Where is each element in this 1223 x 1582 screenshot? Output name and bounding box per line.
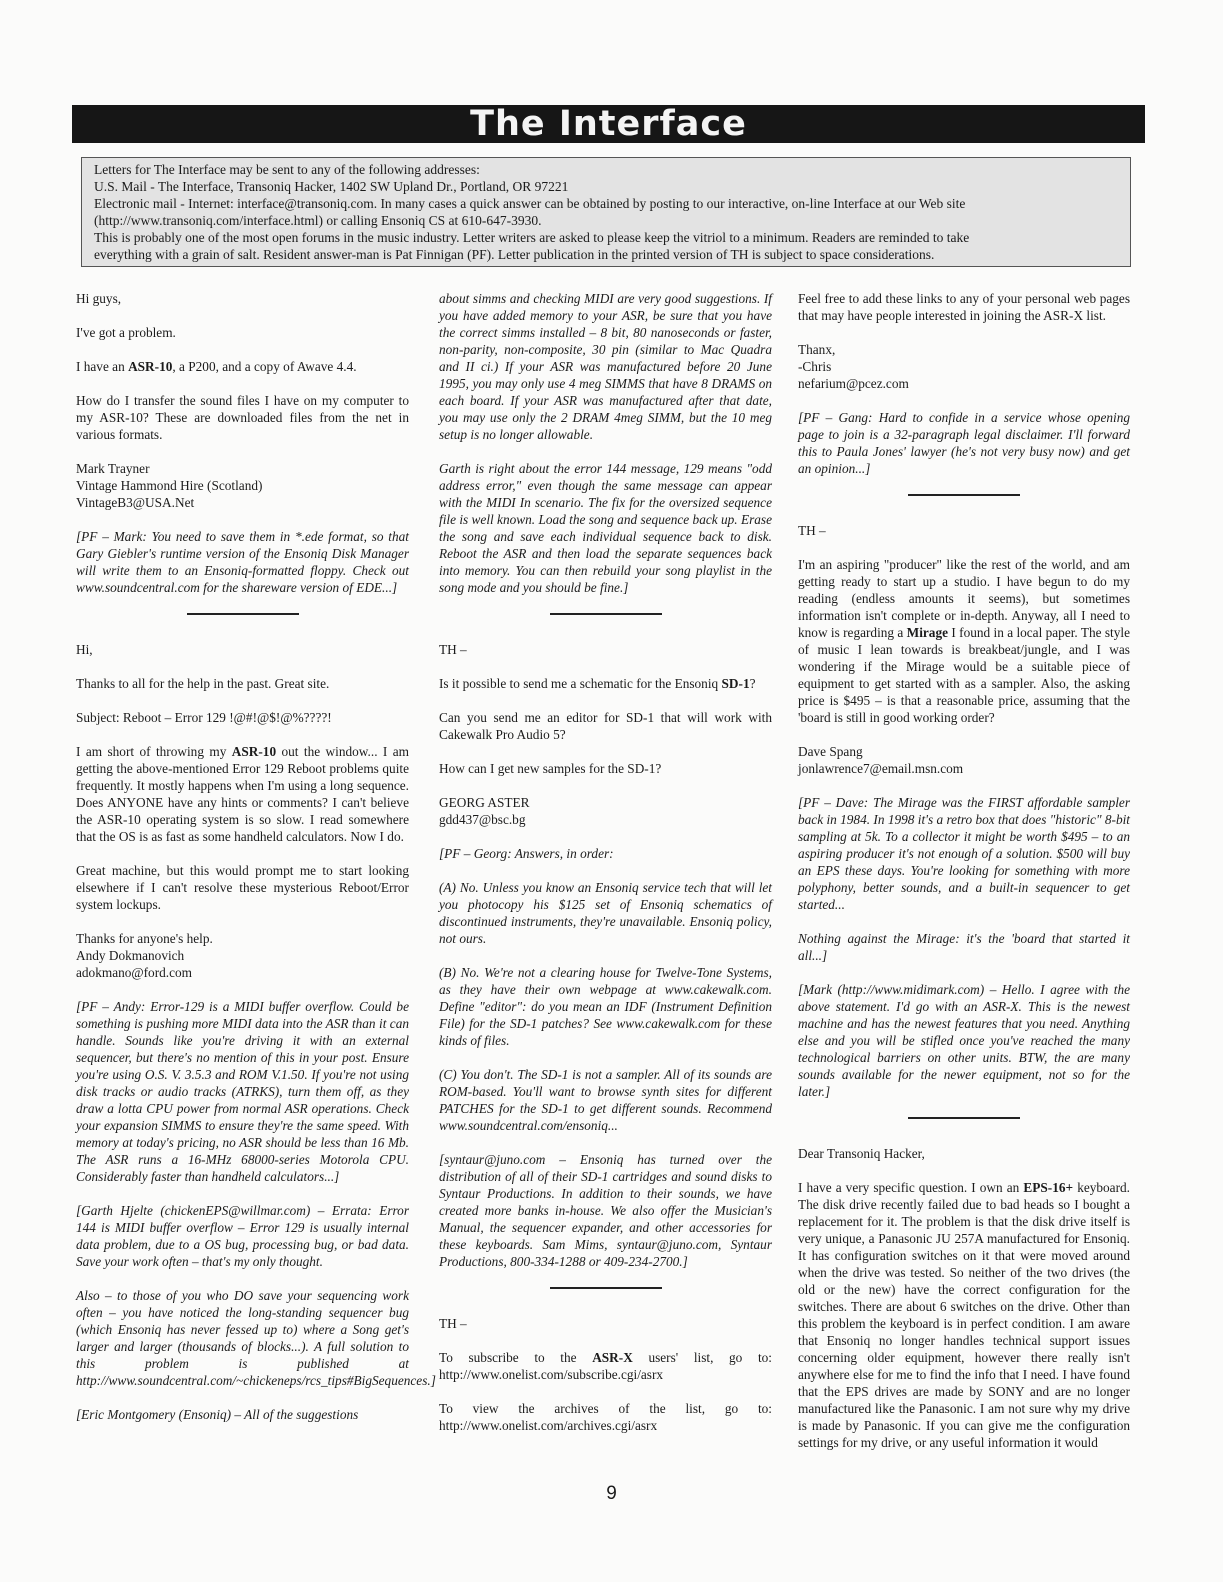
- signature-name: Dave Spang: [798, 744, 863, 759]
- reader-reply: [Mark (http://www.midimark.com) – Hello. I agree with the above statement. I'd go with an ASR-X. This is the newest machine and has the newest features that you need. Anything else and you will be stifled once you've reached the many technological barriers on other units. BTW, the are many sounds available for the newer equipment, not so for the later.]: [798, 982, 1130, 1099]
- letter-greeting: TH –: [798, 523, 826, 538]
- letter-signature: [798, 743, 1130, 777]
- editor-reply: (B) No. We're not a clearing house for Twelve-Tone Systems, as they have their own webpage at www.cakewalk.com. Define "editor": do you mean an IDF (Instrument Definition File) for the SD-1 patches? See www.cakewalk.com for these kinds of files.: [439, 965, 772, 1048]
- section-divider: [908, 494, 1020, 496]
- signature-name: Mark Trayner: [76, 461, 150, 476]
- column-left: [76, 290, 436, 1440]
- column-middle: [439, 290, 772, 1451]
- letter-greeting: TH –: [439, 1316, 467, 1331]
- signature-email: jonlawrence7@email.msn.com: [798, 761, 964, 776]
- letter-paragraph: I've got a problem.: [76, 325, 176, 340]
- letter-signature: [76, 930, 409, 981]
- letter-paragraph: Can you send me an editor for SD-1 that will work with Cakewalk Pro Audio 5?: [439, 710, 772, 742]
- reader-reply: Also – to those of you who DO save your sequencing work often – you have noticed the long-standing sequencer bug (which Ensoniq has never fessed up to) where a Song get's larger and larger (thousands of blocks...). A full solution to this problem is published at http://www.soundcentral.com/~chickeneps/rcs_tips#BigSequences.]: [76, 1288, 436, 1388]
- info-line: Letters for The Interface may be sent to any of the following addresses:: [94, 162, 480, 177]
- product-name: Mirage: [906, 625, 949, 640]
- reader-reply: Garth is right about the error 144 message, 129 means "odd address error," even though the same message can appear with the MIDI In scenario. The fix for the oversized sequence file is well known. Load the song and sequence back up. Erase the song and save each individual sequence back to disk. Reboot the ASR and then load the separate sequences back into memory. You can then rebuild your song playlist in the song mode and you should be fine.]: [439, 461, 772, 595]
- signature-email: gdd437@bsc.bg: [439, 812, 526, 827]
- column-right: [798, 290, 1130, 1451]
- signature-name: GEORG ASTER: [439, 795, 530, 810]
- editor-reply: [PF – Andy: Error-129 is a MIDI buffer overflow. Could be something is pushing more MIDI data into the ASR than it can handle. Sounds like you're driving it with an external sequencer, but there's no mention of this in your post. Ensure you're using O.S. V. 3.5.3 and ROM V.1.50. If you're not using disk tracks or audio tracks (ATRKS), turn them off, as they draw a lotta CPU power from normal ASR operations. Check your expansion SIMMS to ensure they're the same speed. With memory at today's pricing, no ASR should be less than 16 Mb. The ASR runs a 16-MHz 68000-series Motorola CPU. Considerably faster than handheld calculators...]: [76, 999, 409, 1184]
- submission-info-box: [81, 157, 1131, 267]
- editor-reply: [PF – Mark: You need to save them in *.ede format, so that Gary Giebler's runtime version of the Ensoniq Disk Manager will write them to an Ensoniq-formatted floppy. Check out www.soundcentral.com for the shareware version of EDE...]: [76, 529, 409, 595]
- letter-paragraph: Thanks to all for the help in the past. Great site.: [76, 676, 330, 691]
- signature-thanks: Thanx,: [798, 342, 836, 357]
- editor-reply: [PF – Gang: Hard to confide in a service whose opening page to join is a 32-paragraph legal disclaimer. I'll forward this to Paula Jones' lawyer (he's not very busy now) and get an opinion...]: [798, 410, 1130, 476]
- letter-paragraph: Great machine, but this would prompt me to start looking elsewhere if I can't resolve these mysterious Reboot/Error system lockups.: [76, 863, 409, 912]
- editor-reply: (C) You don't. The SD-1 is not a sampler. All of its sounds are ROM-based. You'll want to browse synth sites for different PATCHES for the SD-1 to get different sounds. Recommend www.soundcentral.com/ensoniq...: [439, 1067, 772, 1133]
- page-number: 9: [606, 1483, 617, 1504]
- product-name: ASR-X: [592, 1350, 633, 1365]
- section-banner: The Interface: [72, 105, 1145, 143]
- letter-paragraph: I have a very specific question. I own an EPS-16+ keyboard. The disk drive recently failed due to bad heads so I bought a replacement for it. The problem is that the disk drive itself is very unique, a Panasonic JU 257A manufactured for Ensoniq. It has configuration switches on it that were moved around when the drive was tested. So neither of the two drives (the old or the new) have the correct configuration for the switches. There are about 6 switches on the drive. Other than this problem the keyboard is in perfect condition. I am aware that Ensoniq no longer handles technical support issues concerning older equipment, however there really isn't anywhere else for me to find the info that I need. I have found that the EPS drives are made by SONY and are no longer manufactured like the Panasonic. I am not sure why my drive is made by Panasonic. If you can give me the configuration settings for my drive, or any useful information it would: [798, 1180, 1130, 1450]
- letter-paragraph: I have an ASR-10, a P200, and a copy of Awave 4.4.: [76, 359, 357, 374]
- editor-reply: (A) No. Unless you know an Ensoniq service tech that will let you photocopy his $125 set of Ensoniq schematics of discontinued instruments, they're unavailable. Ensoniq policy, not ours.: [439, 880, 772, 946]
- letter-signature: [439, 794, 772, 828]
- letter-greeting: TH –: [439, 642, 467, 657]
- signature-name: -Chris: [798, 359, 832, 374]
- editor-reply: [PF – Georg: Answers, in order:: [439, 846, 614, 861]
- signature-email: VintageB3@USA.Net: [76, 495, 195, 510]
- letter-paragraph: Is it possible to send me a schematic for the Ensoniq SD-1?: [439, 676, 756, 691]
- info-line: This is probably one of the most open forums in the music industry. Letter writers are asked to please keep the vitriol to a minimum. Readers are reminded to take: [94, 230, 970, 245]
- letter-paragraph: How do I transfer the sound files I have on my computer to my ASR-10? These are downloaded files from the net in various formats.: [76, 393, 409, 442]
- section-divider: [908, 1117, 1020, 1119]
- signature-email: nefarium@pcez.com: [798, 376, 909, 391]
- letter-greeting: Hi guys,: [76, 291, 122, 306]
- section-divider: [187, 613, 299, 615]
- signature-email: adokmano@ford.com: [76, 965, 193, 980]
- info-line: U.S. Mail - The Interface, Transoniq Hacker, 1402 SW Upland Dr., Portland, OR 97221: [94, 179, 569, 194]
- letter-paragraph: How can I get new samples for the SD-1?: [439, 761, 662, 776]
- info-line: (http://www.transoniq.com/interface.html) or calling Ensoniq CS at 610-647-3930.: [94, 213, 542, 228]
- letter-greeting: Hi,: [76, 642, 93, 657]
- signature-name: Andy Dokmanovich: [76, 948, 185, 963]
- letter-signature: [76, 460, 409, 511]
- letter-signature: [798, 341, 1130, 392]
- letter-greeting: Dear Transoniq Hacker,: [798, 1146, 925, 1161]
- signature-org: Vintage Hammond Hire (Scotland): [76, 478, 263, 493]
- reader-reply: about simms and checking MIDI are very good suggestions. If you have added memory to your ASR, be sure that you have the correct simms installed – 8 bit, 80 nanoseconds or faster, non-parity, non-composite, 30 pin (similar to Mac Quadra and II ci.) If your ASR was manufactured before 20 June 1995, you may only use 4 meg SIMMS that have 8 DRAMS on each board. If your ASR was manufactured after that date, you may use only the 2 DRAM 4meg SIMM, but the 10 meg setup is no longer allowable.: [439, 291, 772, 442]
- info-line: everything with a grain of salt. Resident answer-man is Pat Finnigan (PF). Letter publication in the printed version of TH is subject to space considerations.: [94, 247, 935, 262]
- letter-paragraph: To subscribe to the ASR-X users' list, go to: http://www.onelist.com/subscribe.cgi/asrx: [439, 1350, 772, 1382]
- section-divider: [550, 1287, 662, 1289]
- letter-paragraph: I am short of throwing my ASR-10 out the window... I am getting the above-mentioned Error 129 Reboot problems quite frequently. It mostly happens when I'm using a long sequence. Does ANYONE have any hints or comments? I can't believe the ASR-10 operating system is so slow. I read somewhere that the OS is as fast as some handheld calculators. Now I do.: [76, 744, 409, 844]
- product-name: ASR-10: [128, 359, 173, 374]
- signature-thanks: Thanks for anyone's help.: [76, 931, 213, 946]
- product-name: EPS-16+: [1023, 1180, 1074, 1195]
- product-name: ASR-10: [231, 744, 277, 759]
- letter-paragraph: To view the archives of the list, go to: http://www.onelist.com/archives.cgi/asrx: [439, 1401, 772, 1433]
- product-name: SD-1: [721, 676, 750, 691]
- reader-reply: [syntaur@juno.com – Ensoniq has turned over the distribution of all of their SD-1 cartridges and sound disks to Syntaur Productions. In addition to their sounds, we have created more banks in-house. We also offer the Musician's Manual, the sequencer expander, and other accessories for these keyboards. Sam Mims, syntaur@juno.com, Syntaur Productions, 800-334-1288 or 409-234-2700.]: [439, 1152, 772, 1269]
- reader-reply: [Garth Hjelte (chickenEPS@willmar.com) – Errata: Error 144 is MIDI buffer overflow – Error 129 is usually internal data problem, due to a OS bug, processing bug, or bad data. Save your work often – that's my only thought.: [76, 1203, 409, 1269]
- letter-subject: Subject: Reboot – Error 129 !@#!@$!@%????!: [76, 710, 332, 725]
- reader-reply: [Eric Montgomery (Ensoniq) – All of the suggestions: [76, 1407, 359, 1422]
- editor-reply: [PF – Dave: The Mirage was the FIRST affordable sampler back in 1984. In 1998 it's a retro box that does "historic" 8-bit sampling at 5k. To a collector it might be worth $495 – to an aspiring producer it's not enough of a solution. $500 will buy an EPS these days. You're looking for something with more polyphony, better sounds, and a built-in sequencer to get started...: [798, 795, 1130, 912]
- editor-reply: Nothing against the Mirage: it's the 'board that started it all...]: [798, 931, 1130, 963]
- section-divider: [550, 613, 662, 615]
- letter-paragraph: Feel free to add these links to any of your personal web pages that may have people interested in joining the ASR-X list.: [798, 291, 1130, 323]
- info-line: Electronic mail - Internet: interface@transoniq.com. In many cases a quick answer can be obtained by posting to our interactive, on-line Interface at our Web site: [94, 196, 966, 211]
- letter-paragraph: I'm an aspiring "producer" like the rest of the world, and am getting ready to start up a studio. I have begun to do my reading (endless amounts it seems), but sometimes information isn't complete or in-depth. Anyway, all I need to know is regarding a Mirage I found in a local paper. The style of music I lean towards is breakbeat/jungle, and I was wondering if the Mirage would be a suitable piece of equipment to get started with as a sampler. Also, the asking price is $495 – is that a reasonable price, assuming that the 'board is still in good working order?: [798, 557, 1130, 725]
